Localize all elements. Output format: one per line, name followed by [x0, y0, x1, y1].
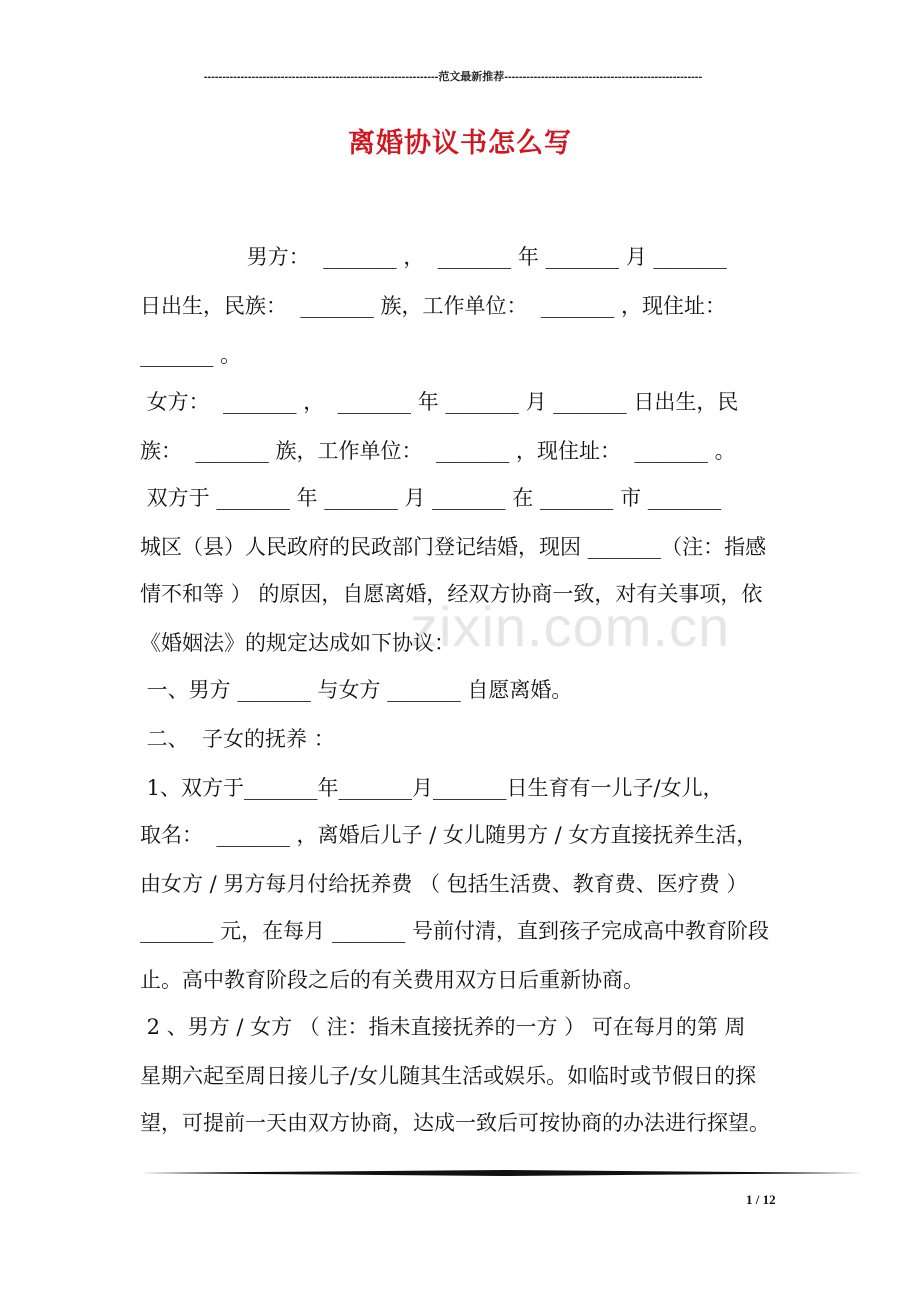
page-header: ----------------------------------------------------------------范文最新推荐------------------------------------------------------: [203, 71, 703, 83]
body-line: 一、男方 _______ 与女方 _______ 自愿离婚。: [140, 678, 573, 702]
body-line: 取名： _______ ，离婚后儿子 / 女儿随男方 / 女方直接抚养生活，: [140, 823, 758, 847]
body-line: _______ 。: [140, 343, 242, 367]
footer-rule: [140, 1170, 864, 1176]
body-line: 二、 子女的抚养 ：: [140, 727, 335, 751]
body-line: 1、双方于_______年_______月_______日生育有一儿子/女儿，: [140, 776, 724, 800]
body-line: 族： _______ 族，工作单位： _______ ，现住址： _______ 。: [140, 439, 736, 463]
body-line: 情不和等 ） 的原因，自愿离婚，经双方协商一致，对有关事项，依: [140, 582, 763, 606]
body-line: 《婚姻法》的规定达成如下协议：: [140, 631, 455, 655]
body-line: _______ 元，在每月 _______ 号前付清，直到孩子完成高中教育阶段: [140, 919, 770, 943]
document-title: 离婚协议书怎么写: [348, 128, 572, 159]
body-line: 2 、男方 / 女方 （ 注：指未直接抚养的一方 ） 可在每月的第 周: [140, 1015, 746, 1039]
body-line: 由女方 / 男方每月付给抚养费 （ 包括生活费、教育费、医疗费 ）: [140, 872, 748, 896]
body-line: 女方： _______ ， _______ 年 _______ 月 _______ 日出生，民: [140, 390, 739, 414]
watermark: zixin.com.cn: [410, 595, 731, 658]
body-line: 双方于 _______ 年 _______ 月 _______ 在 _______ 市 _______: [140, 486, 722, 510]
body-line: 望，可提前一天由双方协商，达成一致后可按协商的办法进行探望。: [140, 1111, 770, 1135]
body-line: 日出生，民族： _______ 族，工作单位： _______ ，现住址：: [140, 294, 727, 318]
body-line: 止。高中教育阶段之后的有关费用双方日后重新协商。: [140, 968, 644, 992]
body-line: 城区（县）人民政府的民政部门登记结婚，现因 _______（注：指感: [140, 535, 767, 559]
body-line: 星期六起至周日接儿子/女儿随其生活或娱乐。如临时或节假日的探: [140, 1064, 757, 1088]
page-number: 1 / 12: [746, 1192, 776, 1207]
body-line: 男方： _______ ， _______ 年 _______ 月 _______: [140, 245, 727, 269]
